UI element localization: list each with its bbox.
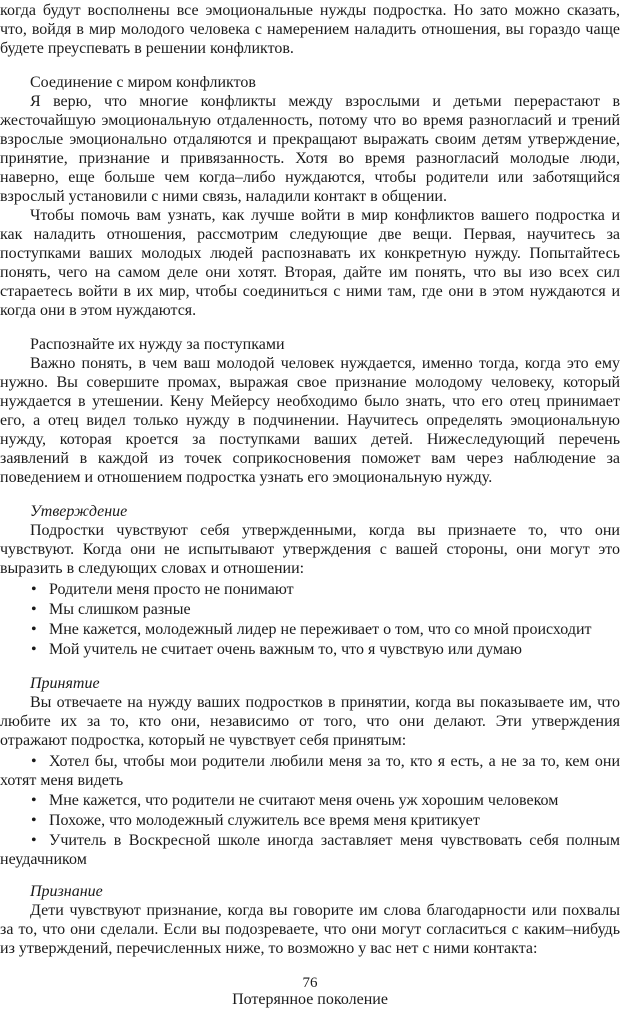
bullet-icon: • (31, 581, 37, 598)
bullet-text: Мы слишком разные (49, 601, 191, 618)
bullet-icon: • (31, 641, 37, 658)
bullet-text: Мой учитель не считает очень важным то, что я чувствую или думаю (49, 641, 522, 658)
paragraph-line: любите их за то, кто они, независимо от того, что они делают. Эти утверждения (0, 713, 620, 730)
paragraph-line: выразить в следующих словах и отношении: (0, 560, 305, 577)
paragraph-line: Чтобы помочь вам узнать, как лучше войти в мир конфликтов вашего подростка и (30, 207, 620, 224)
paragraph-line: Дети чувствуют признание, когда вы говорите им слова благодарности или похвалы (30, 902, 620, 919)
section-heading-connect: Соединение с миром конфликтов (30, 74, 256, 91)
paragraph-line: отражают подростка, который не чувствует себя принятым: (0, 732, 407, 749)
bullet-continuation: неудачником (0, 851, 87, 868)
bullet-item (0, 600, 620, 620)
paragraph-line: как наладить отношения, рассмотрим следующие две вещи. Первая, научитесь за (0, 226, 620, 243)
paragraph-line: Важно понять, в чем ваш молодой человек нуждается, именно тогда, когда это ему (30, 355, 620, 372)
paragraph-line: когда они в этом нуждаются. (0, 302, 197, 319)
bullet-item (0, 791, 620, 811)
bullet-icon: • (31, 832, 37, 849)
paragraph-line: поведением и отношением подростка узнать его эмоциональную нужду. (0, 469, 493, 486)
bullet-item (0, 811, 620, 831)
bullet-item (0, 752, 620, 772)
bullet-text: Хотел бы, чтобы мои родители любили меня за то, кто я есть, а не за то, кем они (49, 753, 620, 770)
paragraph-line: взрослый установили с ними связь, наладили контакт в общении. (0, 188, 447, 205)
paragraph-line: Вы отвечаете на нужду ваших подростков в принятии, когда вы показываете им, что (30, 694, 620, 711)
bullet-item (0, 580, 620, 600)
paragraph-line: Я верю, что многие конфликты между взрослыми и детьми перерастают в (30, 93, 620, 110)
paragraph-line: стараетесь войти в их мир, чтобы соединиться с ними там, где они в этом нуждаются и (0, 283, 620, 300)
paragraph-line: нужно. Вы совершите промах, выражая свое признание молодому человеку, который (0, 374, 620, 391)
paragraph-line: принятие, признание и привязанность. Хотя во время разногласий молодые люди, (0, 150, 620, 167)
paragraph-line: из утверждений, перечисленных ниже, то возможно у вас нет с ними контакта: (0, 940, 538, 957)
bullet-icon: • (31, 601, 37, 618)
paragraph-line: нуждается в утешении. Кену Мейерсу необходимо было знать, что его отец принимает (0, 393, 620, 410)
paragraph-line: понять, чего на самом деле они хотят. Вторая, дайте им понять, что вы изо всех сил (0, 264, 620, 281)
bullet-text: Родители меня просто не понимают (49, 581, 294, 598)
paragraph-line: жесточайшую эмоциональную отдаленность, потому что во время разногласий и трений (0, 112, 620, 129)
page-number: 76 (302, 975, 318, 991)
bullet-text: Мне кажется, что родители не считают меня очень уж хорошим человеком (49, 792, 559, 809)
bullet-item (0, 640, 620, 660)
paragraph-line: взрослые эмоционально отдаляются и прекращают выражать своим детям утверждение, (0, 131, 620, 148)
paragraph-line: наверно, еще больше чем когда–либо нуждаются, чтобы родители или заботящийся (0, 169, 620, 186)
section-heading-appreciation: Признание (30, 883, 103, 900)
bullet-item (0, 620, 620, 640)
section-heading-acceptance: Принятие (30, 675, 100, 692)
bullet-item (0, 831, 620, 851)
paragraph-line: заявлений в каждой из точек соприкосновения поможет вам через наблюдение за (0, 450, 620, 467)
paragraph-line: Подростки чувствуют себя утвержденными, когда вы признаете то, что они (30, 522, 620, 539)
paragraph-line: поступками ваших молодых людей распознавать их конкретную нужду. Попытайтесь (0, 245, 620, 262)
bullet-icon: • (31, 792, 37, 809)
intro-line: что, войдя в мир молодого человека с намерением наладить отношения, вы гораздо чаще (0, 21, 620, 38)
paragraph-line: за то, что они сделали. Если вы подозреваете, что они могут согласиться с каким–нибудь (0, 921, 620, 938)
bullet-icon: • (31, 621, 37, 638)
paragraph-line: нужду, которая кроется за поступками ваших детей. Нижеследующий перечень (0, 431, 620, 448)
paragraph-line: чувствуют. Когда они не испытывают утверждения с вашей стороны, они могут это (0, 541, 620, 558)
section-heading-affirmation: Утверждение (30, 503, 128, 520)
paragraph-line: его, а отец видел только нужду в подчинении. Научитесь определять эмоциональную (0, 412, 620, 429)
bullet-icon: • (31, 753, 37, 770)
bullet-text: Учитель в Воскресной школе иногда заставляет меня чувствовать себя полным (49, 832, 620, 849)
intro-line: будете преуспевать в решении конфликтов. (0, 40, 294, 57)
book-title: Потерянное поколение (232, 991, 388, 1008)
bullet-text: Похоже, что молодежный служитель все время меня критикует (49, 812, 480, 829)
section-heading-recognize: Распознайте их нужду за поступками (30, 336, 285, 353)
intro-line: когда будут восполнены все эмоциональные нужды подростка. Но зато можно сказать, (0, 2, 620, 19)
bullet-continuation: хотят меня видеть (0, 772, 124, 789)
bullet-text: Мне кажется, молодежный лидер не переживает о том, что со мной происходит (49, 621, 592, 638)
bullet-icon: • (31, 812, 37, 829)
